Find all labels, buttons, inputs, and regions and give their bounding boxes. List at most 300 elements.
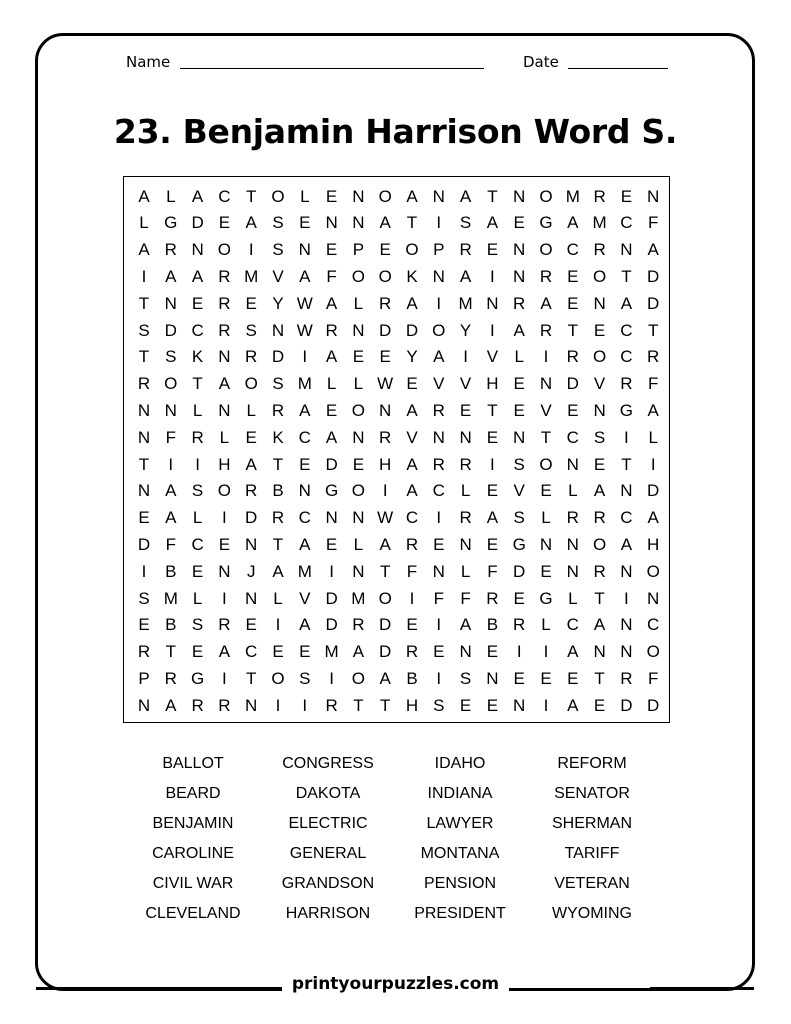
grid-letter[interactable]: A <box>379 668 391 688</box>
grid-letter[interactable]: D <box>379 615 392 635</box>
grid-letter[interactable]: R <box>245 347 258 367</box>
grid-letter[interactable]: N <box>245 534 258 554</box>
grid-letter[interactable]: Y <box>406 347 418 367</box>
grid-letter[interactable]: T <box>379 561 391 581</box>
grid-letter[interactable]: R <box>218 695 231 715</box>
grid-letter[interactable]: F <box>647 213 659 233</box>
grid-letter[interactable]: D <box>647 695 660 715</box>
grid-letter[interactable]: R <box>191 427 204 447</box>
grid-letter[interactable]: E <box>513 588 525 608</box>
grid-letter[interactable]: O <box>351 400 365 420</box>
grid-letter[interactable]: I <box>650 454 656 474</box>
grid-letter[interactable]: L <box>192 400 203 420</box>
grid-letter[interactable]: F <box>647 668 659 688</box>
grid-letter[interactable]: R <box>137 642 151 662</box>
grid-letter[interactable]: O <box>405 240 419 260</box>
grid-letter[interactable]: N <box>620 240 633 260</box>
grid-letter[interactable]: N <box>298 481 311 501</box>
grid-letter[interactable]: D <box>620 695 633 715</box>
grid-letter[interactable]: E <box>218 213 231 233</box>
grid-letter[interactable]: D <box>379 320 392 340</box>
grid-letter[interactable]: E <box>379 240 391 260</box>
grid-letter[interactable]: A <box>299 400 311 420</box>
grid-letter[interactable]: F <box>406 561 418 581</box>
grid-letter[interactable]: I <box>436 293 442 313</box>
grid-letter[interactable]: S <box>138 320 150 340</box>
grid-letter[interactable]: M <box>324 642 339 662</box>
grid-letter[interactable]: L <box>353 293 364 313</box>
grid-letter[interactable]: E <box>218 534 231 554</box>
grid-letter[interactable]: I <box>302 347 308 367</box>
grid-letter[interactable]: T <box>165 642 176 662</box>
grid-letter[interactable]: R <box>432 400 445 420</box>
grid-letter[interactable]: C <box>405 508 419 528</box>
grid-letter[interactable]: N <box>352 427 365 447</box>
grid-letter[interactable]: G <box>539 588 553 608</box>
grid-letter[interactable]: F <box>165 427 176 447</box>
grid-letter[interactable]: E <box>513 400 525 420</box>
grid-letter[interactable]: M <box>297 374 312 394</box>
grid-letter[interactable]: W <box>296 320 313 340</box>
grid-letter[interactable]: A <box>299 615 311 635</box>
grid-letter[interactable]: L <box>514 347 524 367</box>
grid-letter[interactable]: N <box>352 213 365 233</box>
grid-letter[interactable]: N <box>137 695 151 715</box>
grid-letter[interactable]: M <box>592 213 607 233</box>
grid-letter[interactable]: N <box>245 588 258 608</box>
grid-letter[interactable]: L <box>192 508 203 528</box>
grid-letter[interactable]: S <box>459 213 472 233</box>
grid-letter[interactable]: W <box>377 374 394 394</box>
grid-letter[interactable]: R <box>191 695 204 715</box>
grid-letter[interactable]: T <box>353 695 364 715</box>
grid-letter[interactable]: O <box>646 642 660 662</box>
grid-letter[interactable]: R <box>325 695 338 715</box>
grid-letter[interactable]: A <box>647 240 659 260</box>
grid-letter[interactable]: E <box>191 642 204 662</box>
grid-letter[interactable]: N <box>647 588 660 608</box>
grid-letter[interactable]: A <box>245 213 257 233</box>
grid-letter[interactable]: N <box>352 320 365 340</box>
grid-letter[interactable]: W <box>377 508 394 528</box>
grid-letter[interactable]: M <box>244 266 259 286</box>
grid-letter[interactable]: R <box>432 454 445 474</box>
grid-letter[interactable]: R <box>459 240 472 260</box>
grid-letter[interactable]: O <box>351 481 365 501</box>
grid-letter[interactable]: O <box>217 240 231 260</box>
grid-letter[interactable]: A <box>406 400 418 420</box>
grid-letter[interactable]: A <box>379 213 391 233</box>
grid-letter[interactable]: N <box>352 186 365 206</box>
grid-letter[interactable]: M <box>163 588 178 608</box>
grid-letter[interactable]: W <box>296 293 313 313</box>
grid-letter[interactable]: R <box>245 481 258 501</box>
grid-letter[interactable]: D <box>379 642 392 662</box>
grid-letter[interactable]: E <box>567 668 579 688</box>
grid-letter[interactable]: H <box>405 695 419 715</box>
grid-letter[interactable]: I <box>490 454 495 474</box>
grid-letter[interactable]: V <box>540 400 552 420</box>
grid-letter[interactable]: E <box>245 427 257 447</box>
grid-letter[interactable]: N <box>245 695 258 715</box>
grid-letter[interactable]: E <box>352 454 365 474</box>
grid-letter[interactable]: R <box>513 293 526 313</box>
grid-letter[interactable]: E <box>272 642 284 662</box>
grid-letter[interactable]: M <box>351 588 366 608</box>
grid-letter[interactable]: E <box>245 615 257 635</box>
grid-letter[interactable]: N <box>137 427 151 447</box>
grid-letter[interactable]: R <box>352 615 365 635</box>
grid-letter[interactable]: N <box>164 400 177 420</box>
grid-letter[interactable]: B <box>486 615 499 635</box>
grid-letter[interactable]: N <box>432 561 445 581</box>
grid-letter[interactable]: D <box>325 588 338 608</box>
grid-letter[interactable]: H <box>379 454 392 474</box>
grid-letter[interactable]: I <box>543 347 549 367</box>
grid-letter[interactable]: T <box>379 695 391 715</box>
grid-letter[interactable]: A <box>567 695 579 715</box>
grid-letter[interactable]: E <box>406 615 418 635</box>
grid-letter[interactable]: I <box>624 427 629 447</box>
grid-letter[interactable]: I <box>195 454 200 474</box>
grid-letter[interactable]: C <box>620 213 633 233</box>
grid-letter[interactable]: G <box>619 400 633 420</box>
grid-letter[interactable]: L <box>568 588 578 608</box>
grid-letter[interactable]: V <box>272 266 284 286</box>
grid-letter[interactable]: E <box>299 642 311 662</box>
grid-letter[interactable]: I <box>516 642 522 662</box>
grid-letter[interactable]: E <box>620 186 633 206</box>
grid-letter[interactable]: O <box>592 347 607 367</box>
grid-letter[interactable]: G <box>190 668 205 688</box>
grid-letter[interactable]: N <box>566 561 579 581</box>
grid-letter[interactable]: S <box>272 374 284 394</box>
grid-letter[interactable]: T <box>621 266 632 286</box>
grid-letter[interactable]: I <box>222 508 227 528</box>
grid-letter[interactable]: B <box>272 481 284 501</box>
grid-letter[interactable]: L <box>273 588 283 608</box>
grid-letter[interactable]: A <box>486 213 499 233</box>
grid-letter[interactable]: N <box>137 481 151 501</box>
grid-letter[interactable]: E <box>299 454 311 474</box>
grid-letter[interactable]: E <box>593 695 606 715</box>
grid-letter[interactable]: A <box>406 481 418 501</box>
grid-letter[interactable]: E <box>325 534 338 554</box>
grid-letter[interactable]: C <box>245 642 258 662</box>
grid-letter[interactable]: E <box>540 561 552 581</box>
grid-letter[interactable]: L <box>246 400 256 420</box>
grid-letter[interactable]: I <box>275 615 281 635</box>
grid-letter[interactable]: J <box>246 561 256 581</box>
grid-letter[interactable]: T <box>540 427 552 447</box>
grid-letter[interactable]: V <box>486 347 499 367</box>
grid-letter[interactable]: S <box>165 347 177 367</box>
grid-letter[interactable]: D <box>191 213 204 233</box>
grid-letter[interactable]: O <box>271 668 285 688</box>
grid-letter[interactable]: R <box>137 374 151 394</box>
grid-letter[interactable]: H <box>486 374 499 394</box>
grid-letter[interactable]: E <box>245 293 257 313</box>
grid-letter[interactable]: L <box>300 186 310 206</box>
grid-letter[interactable]: D <box>647 293 660 313</box>
grid-letter[interactable]: E <box>486 695 499 715</box>
grid-letter[interactable]: C <box>647 615 660 635</box>
grid-letter[interactable]: N <box>513 427 526 447</box>
grid-letter[interactable]: A <box>352 642 365 662</box>
grid-letter[interactable]: N <box>486 668 499 688</box>
grid-letter[interactable]: E <box>540 668 552 688</box>
grid-letter[interactable]: E <box>138 615 150 635</box>
grid-letter[interactable]: N <box>620 615 633 635</box>
grid-letter[interactable]: C <box>620 320 633 340</box>
grid-letter[interactable]: A <box>165 266 177 286</box>
grid-letter[interactable]: R <box>218 615 231 635</box>
grid-letter[interactable]: R <box>459 508 472 528</box>
grid-letter[interactable]: R <box>593 186 606 206</box>
grid-letter[interactable]: R <box>566 347 579 367</box>
grid-letter[interactable]: C <box>191 534 204 554</box>
grid-letter[interactable]: R <box>164 668 177 688</box>
grid-letter[interactable]: D <box>137 534 151 554</box>
grid-letter[interactable]: E <box>540 481 552 501</box>
grid-letter[interactable]: I <box>436 213 442 233</box>
grid-letter[interactable]: R <box>486 588 499 608</box>
grid-letter[interactable]: O <box>351 668 365 688</box>
grid-letter[interactable]: A <box>620 293 633 313</box>
grid-letter[interactable]: D <box>405 320 419 340</box>
grid-letter[interactable]: D <box>245 508 258 528</box>
grid-letter[interactable]: N <box>432 186 445 206</box>
grid-letter[interactable]: E <box>325 186 338 206</box>
grid-letter[interactable]: V <box>433 374 445 394</box>
grid-letter[interactable]: D <box>325 454 338 474</box>
grid-letter[interactable]: E <box>138 508 150 528</box>
grid-letter[interactable]: N <box>432 427 445 447</box>
grid-letter[interactable]: G <box>539 213 553 233</box>
grid-letter[interactable]: D <box>513 561 526 581</box>
grid-letter[interactable]: D <box>271 347 285 367</box>
grid-letter[interactable]: N <box>513 695 526 715</box>
grid-letter[interactable]: N <box>486 293 499 313</box>
grid-letter[interactable]: I <box>329 668 334 688</box>
grid-letter[interactable]: N <box>352 508 365 528</box>
grid-letter[interactable]: O <box>539 186 553 206</box>
grid-letter[interactable]: I <box>490 320 495 340</box>
grid-letter[interactable]: V <box>299 588 311 608</box>
grid-letter[interactable]: N <box>459 534 472 554</box>
grid-letter[interactable]: A <box>513 320 525 340</box>
grid-letter[interactable]: N <box>620 561 633 581</box>
grid-letter[interactable]: I <box>302 695 308 715</box>
grid-letter[interactable]: O <box>539 454 553 474</box>
grid-letter[interactable]: A <box>299 266 311 286</box>
grid-letter[interactable]: N <box>539 534 553 554</box>
grid-letter[interactable]: L <box>326 374 337 394</box>
grid-letter[interactable]: A <box>165 481 177 501</box>
grid-letter[interactable]: G <box>324 481 339 501</box>
grid-letter[interactable]: D <box>325 615 338 635</box>
grid-letter[interactable]: M <box>565 186 580 206</box>
grid-letter[interactable]: N <box>593 642 606 662</box>
grid-letter[interactable]: I <box>141 266 147 286</box>
grid-letter[interactable]: T <box>594 668 605 688</box>
grid-letter[interactable]: S <box>191 615 204 635</box>
grid-letter[interactable]: B <box>406 668 418 688</box>
grid-letter[interactable]: E <box>486 642 499 662</box>
grid-letter[interactable]: D <box>647 481 660 501</box>
grid-letter[interactable]: N <box>218 400 231 420</box>
grid-letter[interactable]: E <box>191 293 204 313</box>
grid-letter[interactable]: S <box>459 668 472 688</box>
grid-letter[interactable]: R <box>593 561 606 581</box>
grid-letter[interactable]: R <box>218 320 231 340</box>
grid-letter[interactable]: P <box>352 240 365 260</box>
grid-letter[interactable]: N <box>298 240 311 260</box>
grid-letter[interactable]: N <box>379 400 392 420</box>
grid-letter[interactable]: L <box>353 534 364 554</box>
grid-letter[interactable]: N <box>513 240 526 260</box>
grid-letter[interactable]: F <box>647 374 659 394</box>
grid-letter[interactable]: R <box>379 293 392 313</box>
grid-letter[interactable]: E <box>459 695 472 715</box>
grid-letter[interactable]: N <box>271 320 285 340</box>
grid-letter[interactable]: P <box>433 240 445 260</box>
grid-letter[interactable]: E <box>459 400 472 420</box>
grid-letter[interactable]: H <box>218 454 231 474</box>
grid-letter[interactable]: A <box>165 508 177 528</box>
grid-letter[interactable]: V <box>513 481 525 501</box>
grid-letter[interactable]: D <box>164 320 177 340</box>
grid-letter[interactable]: L <box>166 186 176 206</box>
grid-letter[interactable]: T <box>245 668 257 688</box>
grid-letter[interactable]: A <box>138 186 150 206</box>
grid-letter[interactable]: A <box>191 266 204 286</box>
grid-letter[interactable]: C <box>298 508 311 528</box>
grid-letter[interactable]: I <box>436 615 442 635</box>
grid-letter[interactable]: E <box>567 293 579 313</box>
grid-letter[interactable]: P <box>138 668 150 688</box>
grid-letter[interactable]: N <box>218 561 231 581</box>
grid-letter[interactable]: V <box>406 427 418 447</box>
grid-letter[interactable]: E <box>567 266 579 286</box>
grid-letter[interactable]: E <box>593 320 606 340</box>
grid-letter[interactable]: E <box>191 561 204 581</box>
grid-letter[interactable]: A <box>486 508 499 528</box>
grid-letter[interactable]: O <box>432 320 446 340</box>
grid-letter[interactable]: N <box>513 186 526 206</box>
grid-letter[interactable]: F <box>326 266 337 286</box>
grid-letter[interactable]: O <box>539 240 553 260</box>
grid-letter[interactable]: A <box>272 561 284 581</box>
grid-letter[interactable]: E <box>567 400 579 420</box>
grid-letter[interactable]: R <box>271 508 285 528</box>
grid-letter[interactable]: T <box>272 534 284 554</box>
grid-letter[interactable]: C <box>218 186 231 206</box>
grid-letter[interactable]: R <box>620 374 633 394</box>
grid-letter[interactable]: A <box>218 642 231 662</box>
grid-letter[interactable]: A <box>593 615 606 635</box>
grid-letter[interactable]: E <box>513 668 525 688</box>
grid-letter[interactable]: R <box>405 534 419 554</box>
grid-letter[interactable]: N <box>325 508 338 528</box>
grid-letter[interactable]: C <box>298 427 311 447</box>
grid-letter[interactable]: F <box>460 588 471 608</box>
grid-letter[interactable]: T <box>272 454 284 474</box>
grid-letter[interactable]: N <box>164 293 177 313</box>
grid-letter[interactable]: O <box>244 374 258 394</box>
grid-letter[interactable]: T <box>138 454 150 474</box>
grid-letter[interactable]: D <box>566 374 579 394</box>
grid-letter[interactable]: R <box>539 320 553 340</box>
grid-letter[interactable]: N <box>620 481 633 501</box>
grid-letter[interactable]: E <box>513 213 525 233</box>
grid-letter[interactable]: I <box>490 266 495 286</box>
grid-letter[interactable]: A <box>218 374 231 394</box>
grid-letter[interactable]: A <box>620 534 633 554</box>
grid-letter[interactable]: N <box>620 642 633 662</box>
grid-letter[interactable]: N <box>566 454 579 474</box>
grid-letter[interactable]: E <box>593 454 606 474</box>
grid-letter[interactable]: E <box>433 534 445 554</box>
grid-letter[interactable]: B <box>165 615 177 635</box>
grid-letter[interactable]: I <box>329 561 334 581</box>
grid-letter[interactable]: I <box>436 508 442 528</box>
grid-letter[interactable]: A <box>459 615 472 635</box>
grid-letter[interactable]: E <box>486 481 499 501</box>
grid-letter[interactable]: Y <box>272 293 284 313</box>
grid-letter[interactable]: A <box>165 695 177 715</box>
grid-letter[interactable]: A <box>567 642 579 662</box>
grid-letter[interactable]: I <box>409 588 415 608</box>
grid-letter[interactable]: T <box>621 454 632 474</box>
grid-letter[interactable]: E <box>433 642 445 662</box>
grid-letter[interactable]: A <box>325 347 338 367</box>
grid-letter[interactable]: T <box>406 213 418 233</box>
grid-letter[interactable]: E <box>486 427 499 447</box>
grid-letter[interactable]: S <box>433 695 445 715</box>
grid-letter[interactable]: T <box>138 293 150 313</box>
grid-letter[interactable]: T <box>192 374 203 394</box>
grid-letter[interactable]: R <box>593 508 606 528</box>
grid-letter[interactable]: R <box>459 454 472 474</box>
grid-letter[interactable]: L <box>353 374 364 394</box>
grid-letter[interactable]: A <box>459 186 472 206</box>
grid-letter[interactable]: I <box>275 695 281 715</box>
grid-letter[interactable]: Y <box>459 320 472 340</box>
grid-letter[interactable]: R <box>325 320 338 340</box>
grid-letter[interactable]: B <box>165 561 177 581</box>
grid-letter[interactable]: F <box>433 588 444 608</box>
grid-letter[interactable]: S <box>299 668 311 688</box>
grid-letter[interactable]: R <box>379 427 392 447</box>
grid-letter[interactable]: R <box>271 400 285 420</box>
grid-letter[interactable]: N <box>218 347 231 367</box>
grid-letter[interactable]: N <box>593 400 606 420</box>
grid-letter[interactable]: N <box>352 561 365 581</box>
grid-letter[interactable]: C <box>191 320 204 340</box>
grid-letter[interactable]: O <box>592 534 607 554</box>
grid-letter[interactable]: A <box>325 293 338 313</box>
grid-letter[interactable]: E <box>299 213 311 233</box>
grid-letter[interactable]: S <box>191 481 204 501</box>
grid-letter[interactable]: L <box>460 561 471 581</box>
grid-letter[interactable]: K <box>406 266 418 286</box>
grid-letter[interactable]: N <box>325 213 338 233</box>
grid-letter[interactable]: N <box>137 400 151 420</box>
grid-letter[interactable]: O <box>271 186 285 206</box>
grid-letter[interactable]: E <box>352 347 365 367</box>
grid-letter[interactable]: R <box>647 347 660 367</box>
